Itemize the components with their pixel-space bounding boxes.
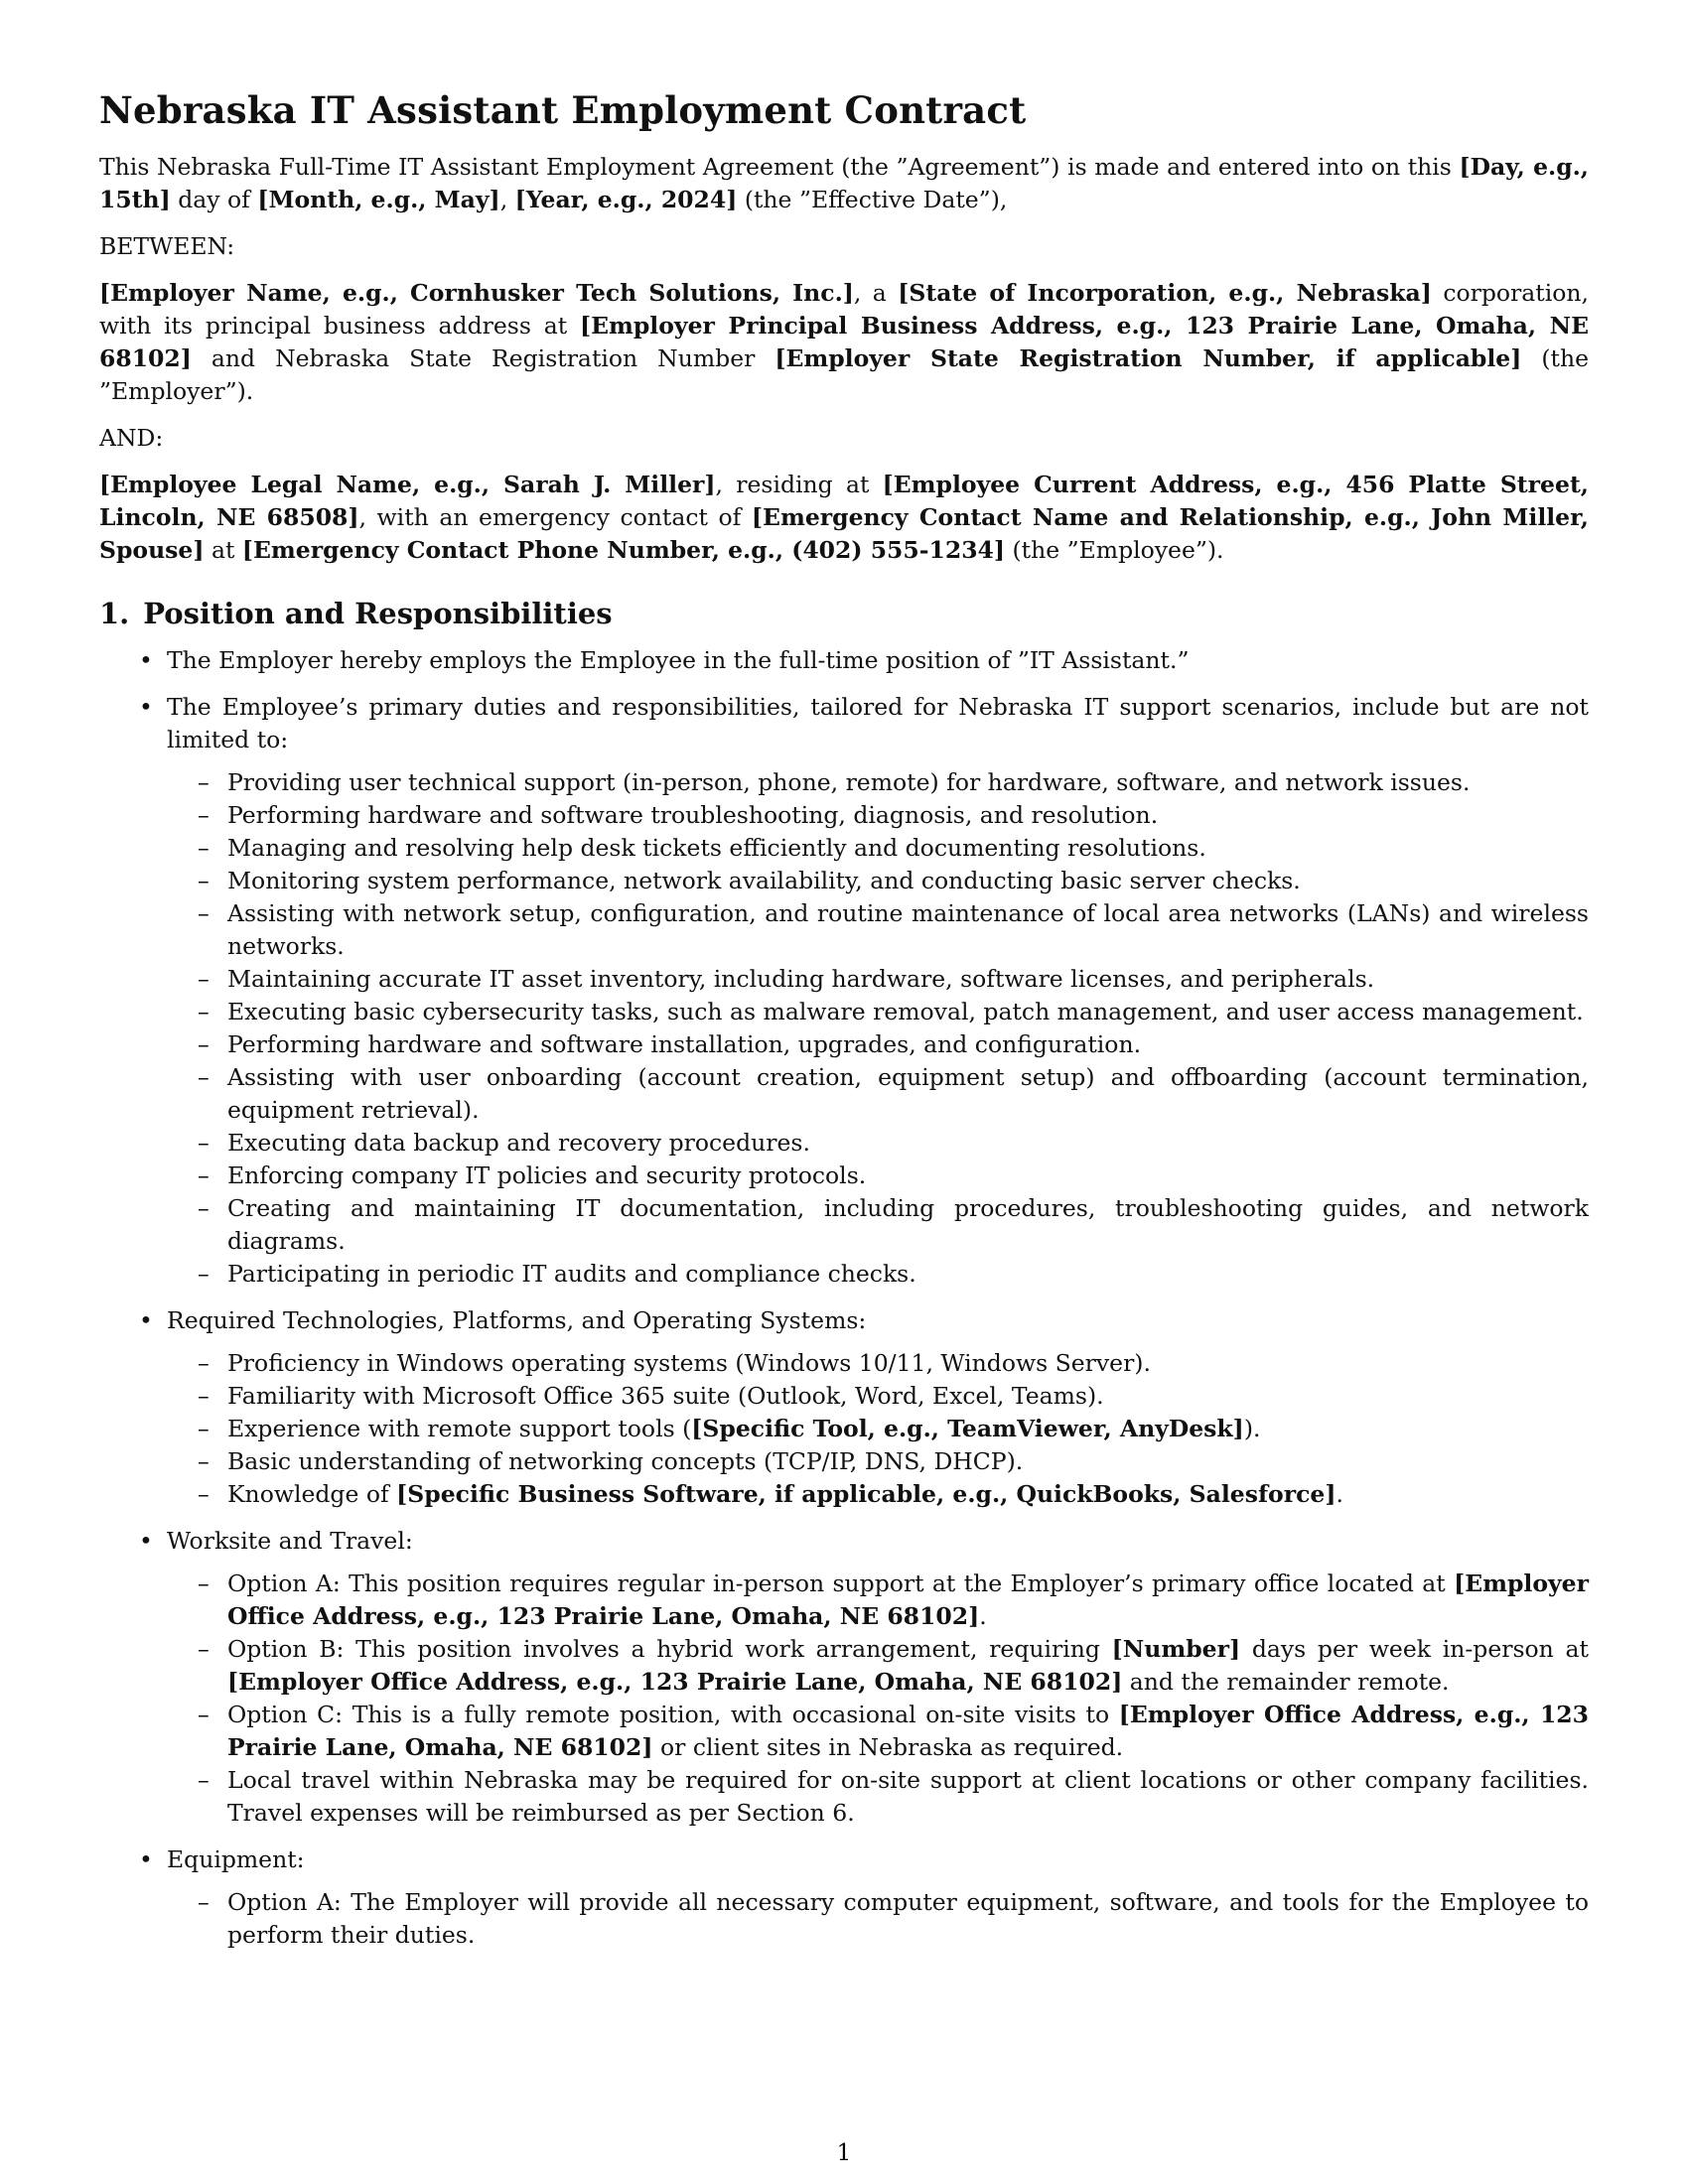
bullet-icon: • — [139, 1306, 153, 1334]
state-placeholder: [State of Incorporation, e.g., Nebraska] — [898, 279, 1432, 307]
section-1-list — [99, 644, 1589, 1952]
dash-icon: – — [198, 1030, 210, 1058]
worksite-text: days per week in-person at — [1240, 1635, 1589, 1663]
duty-item — [167, 996, 1589, 1028]
employee-name-placeholder: [Employee Legal Name, e.g., Sarah J. Miller] — [99, 471, 716, 498]
employee-paragraph — [99, 469, 1589, 567]
dash-icon: – — [198, 1480, 210, 1508]
bullet-technologies-text: Required Technologies, Platforms, and Operating Systems: — [167, 1306, 867, 1334]
bullet-worksite — [99, 1525, 1589, 1830]
office-address-placeholder: [Employer Office Address, e.g., 123 Prairie Lane, Omaha, NE 68102] — [227, 1701, 1589, 1761]
tech-text: Experience with remote support tools ( — [227, 1415, 692, 1442]
remote-tool-placeholder: [Specific Tool, e.g., TeamViewer, AnyDesk] — [691, 1415, 1244, 1442]
section-1-number: 1. — [99, 597, 130, 630]
section-1-title: Position and Responsibilities — [143, 597, 613, 630]
employee-text-3: at — [204, 536, 242, 564]
business-software-placeholder: [Specific Business Software, if applicable, e.g., QuickBooks, Salesforce] — [396, 1480, 1336, 1508]
duties-list — [167, 766, 1589, 1291]
intro-paragraph — [99, 151, 1589, 216]
intro-text-4: (the ”Effective Date”), — [737, 186, 1008, 213]
duty-text: Performing hardware and software installation, upgrades, and configuration. — [227, 1030, 1142, 1058]
dash-icon: – — [198, 801, 210, 829]
tech-text: . — [1336, 1480, 1343, 1508]
dash-icon: – — [198, 998, 210, 1025]
intro-text-2: day of — [170, 186, 258, 213]
duty-item — [167, 1192, 1589, 1258]
duty-item — [167, 766, 1589, 799]
dash-icon: – — [198, 1570, 210, 1597]
equipment-list — [167, 1886, 1589, 1952]
duty-text: Assisting with network setup, configuration, and routine maintenance of local area networks (LANs) and wireless networks. — [227, 899, 1589, 960]
between-label: BETWEEN: — [99, 232, 235, 260]
days-number-placeholder: [Number] — [1111, 1635, 1241, 1663]
and-label: AND: — [99, 424, 164, 452]
worksite-text: Option C: This is a fully remote position, with occasional on-site visits to — [227, 1701, 1119, 1728]
duty-item — [167, 1061, 1589, 1127]
tech-item — [167, 1413, 1589, 1445]
bullet-equipment-text: Equipment: — [167, 1845, 305, 1873]
dash-icon: – — [198, 1888, 210, 1916]
worksite-option-b — [167, 1633, 1589, 1699]
emergency-contact-placeholder: [Emergency Contact Name and Relationship, e.g., John Miller, Spouse] — [99, 503, 1589, 564]
duty-item — [167, 1160, 1589, 1192]
bullet-duties-text: The Employee’s primary duties and responsibilities, tailored for Nebraska IT support scenarios, include but are not limited to: — [167, 693, 1589, 753]
office-address-placeholder: [Employer Office Address, e.g., 123 Prairie Lane, Omaha, NE 68102] — [227, 1570, 1589, 1630]
employee-text-1: , residing at — [715, 471, 883, 498]
intro-text-1: This Nebraska Full-Time IT Assistant Employment Agreement (the ”Agreement”) is made and entered into on this — [99, 153, 1460, 181]
tech-item — [167, 1347, 1589, 1380]
tech-item — [167, 1380, 1589, 1413]
employee-address-placeholder: [Employee Current Address, e.g., 456 Platte Street, Lincoln, NE 68508] — [99, 471, 1589, 531]
dash-icon: – — [198, 1415, 210, 1442]
dash-icon: – — [198, 1260, 210, 1288]
bullet-icon: • — [139, 1527, 153, 1555]
employer-address-placeholder: [Employer Principal Business Address, e.g., 123 Prairie Lane, Omaha, NE 68102] — [99, 312, 1589, 372]
worksite-option-c — [167, 1699, 1589, 1764]
tech-text: ). — [1243, 1415, 1261, 1442]
duty-item — [167, 963, 1589, 996]
dash-icon: – — [198, 768, 210, 796]
employer-text-3: and Nebraska State Registration Number — [191, 344, 775, 372]
dash-icon: – — [198, 1766, 210, 1794]
employee-text-2: , with an emergency contact of — [358, 503, 752, 531]
tech-text: Familiarity with Microsoft Office 365 suite (Outlook, Word, Excel, Teams). — [227, 1382, 1104, 1410]
office-address-placeholder: [Employer Office Address, e.g., 123 Prairie Lane, Omaha, NE 68102] — [227, 1668, 1123, 1696]
dash-icon: – — [198, 1063, 210, 1091]
duty-text: Maintaining accurate IT asset inventory, including hardware, software licenses, and peripherals. — [227, 965, 1375, 993]
day-placeholder: [Day, e.g., 15th] — [99, 153, 1589, 213]
duty-item — [167, 1127, 1589, 1160]
employer-text-4: (the ”Employer”). — [99, 344, 1590, 405]
duty-text: Executing basic cybersecurity tasks, such as malware removal, patch management, and user access management. — [227, 998, 1584, 1025]
month-placeholder: [Month, e.g., May] — [257, 186, 500, 213]
worksite-text: and the remainder remote. — [1122, 1668, 1450, 1696]
employer-name-placeholder: [Employer Name, e.g., Cornhusker Tech Solutions, Inc.] — [99, 279, 854, 307]
worksite-text: . — [979, 1602, 987, 1630]
bullet-duties — [99, 691, 1589, 1291]
intro-text-3: , — [499, 186, 515, 213]
registration-placeholder: [Employer State Registration Number, if applicable] — [774, 344, 1522, 372]
duty-text: Assisting with user onboarding (account creation, equipment setup) and offboarding (account termination, equipment retrieval). — [227, 1063, 1589, 1124]
worksite-list — [167, 1568, 1589, 1830]
duty-item — [167, 897, 1589, 963]
duty-text: Managing and resolving help desk tickets efficiently and documenting resolutions. — [227, 834, 1206, 862]
duty-item — [167, 799, 1589, 832]
dash-icon: – — [198, 1382, 210, 1410]
worksite-travel — [167, 1764, 1589, 1830]
duty-item — [167, 832, 1589, 865]
dash-icon: – — [198, 1701, 210, 1728]
dash-icon: – — [198, 1349, 210, 1377]
equipment-option-a — [167, 1886, 1589, 1952]
duty-text: Participating in periodic IT audits and compliance checks. — [227, 1260, 916, 1288]
tech-item — [167, 1445, 1589, 1478]
document-page — [99, 87, 1589, 1966]
dash-icon: – — [198, 834, 210, 862]
bullet-position-text: The Employer hereby employs the Employee in the full-time position of ”IT Assistant.” — [167, 646, 1190, 674]
bullet-icon: • — [139, 1845, 153, 1873]
duty-text: Creating and maintaining IT documentation, including procedures, troubleshooting guides, and network diagrams. — [227, 1194, 1589, 1255]
worksite-option-a — [167, 1568, 1589, 1633]
bullet-position — [99, 644, 1589, 677]
dash-icon: – — [198, 1161, 210, 1189]
duty-item — [167, 1258, 1589, 1291]
worksite-text: Option A: This position requires regular in-person support at the Employer’s primary office located at — [227, 1570, 1455, 1597]
document-title: Nebraska IT Assistant Employment Contract — [99, 88, 1027, 132]
year-placeholder: [Year, e.g., 2024] — [514, 186, 738, 213]
tech-item — [167, 1478, 1589, 1511]
duty-item — [167, 865, 1589, 897]
worksite-text: Local travel within Nebraska may be required for on-site support at client locations or other company facilities. Travel expenses will be reimbursed as per Section 6. — [227, 1766, 1589, 1827]
bullet-icon: • — [139, 646, 153, 674]
duty-item — [167, 1028, 1589, 1061]
duty-text: Providing user technical support (in-person, phone, remote) for hardware, software, and network issues. — [227, 768, 1471, 796]
bullet-equipment — [99, 1843, 1589, 1952]
worksite-text: or client sites in Nebraska as required. — [652, 1733, 1124, 1761]
employer-text-2: corporation, with its principal business address at — [99, 279, 1590, 340]
dash-icon: – — [198, 867, 210, 894]
equipment-text: Option A: The Employer will provide all necessary computer equipment, software, and tools for the Employee to perform their duties. — [227, 1888, 1589, 1949]
employer-text-1: , a — [853, 279, 899, 307]
tech-text: Basic understanding of networking concepts (TCP/IP, DNS, DHCP). — [227, 1447, 1024, 1475]
employer-paragraph — [99, 277, 1589, 408]
duty-text: Enforcing company IT policies and security protocols. — [227, 1161, 867, 1189]
tech-text: Proficiency in Windows operating systems (Windows 10/11, Windows Server). — [227, 1349, 1151, 1377]
duty-text: Monitoring system performance, network availability, and conducting basic server checks. — [227, 867, 1301, 894]
tech-text: Knowledge of — [227, 1480, 397, 1508]
duty-text: Executing data backup and recovery procedures. — [227, 1129, 810, 1157]
duty-text: Performing hardware and software troubleshooting, diagnosis, and resolution. — [227, 801, 1159, 829]
section-1-heading — [99, 595, 1589, 632]
worksite-text: Option B: This position involves a hybrid work arrangement, requiring — [227, 1635, 1112, 1663]
dash-icon: – — [198, 1194, 210, 1222]
bullet-technologies — [99, 1304, 1589, 1511]
page-number: 1 — [836, 2140, 852, 2166]
employee-text-4: (the ”Employee”). — [1005, 536, 1224, 564]
bullet-worksite-text: Worksite and Travel: — [167, 1527, 413, 1555]
dash-icon: – — [198, 1129, 210, 1157]
dash-icon: – — [198, 965, 210, 993]
dash-icon: – — [198, 899, 210, 927]
bullet-icon: • — [139, 693, 153, 721]
dash-icon: – — [198, 1635, 210, 1663]
emergency-phone-placeholder: [Emergency Contact Phone Number, e.g., (402) 555-1234] — [241, 536, 1006, 564]
technologies-list — [167, 1347, 1589, 1511]
dash-icon: – — [198, 1447, 210, 1475]
